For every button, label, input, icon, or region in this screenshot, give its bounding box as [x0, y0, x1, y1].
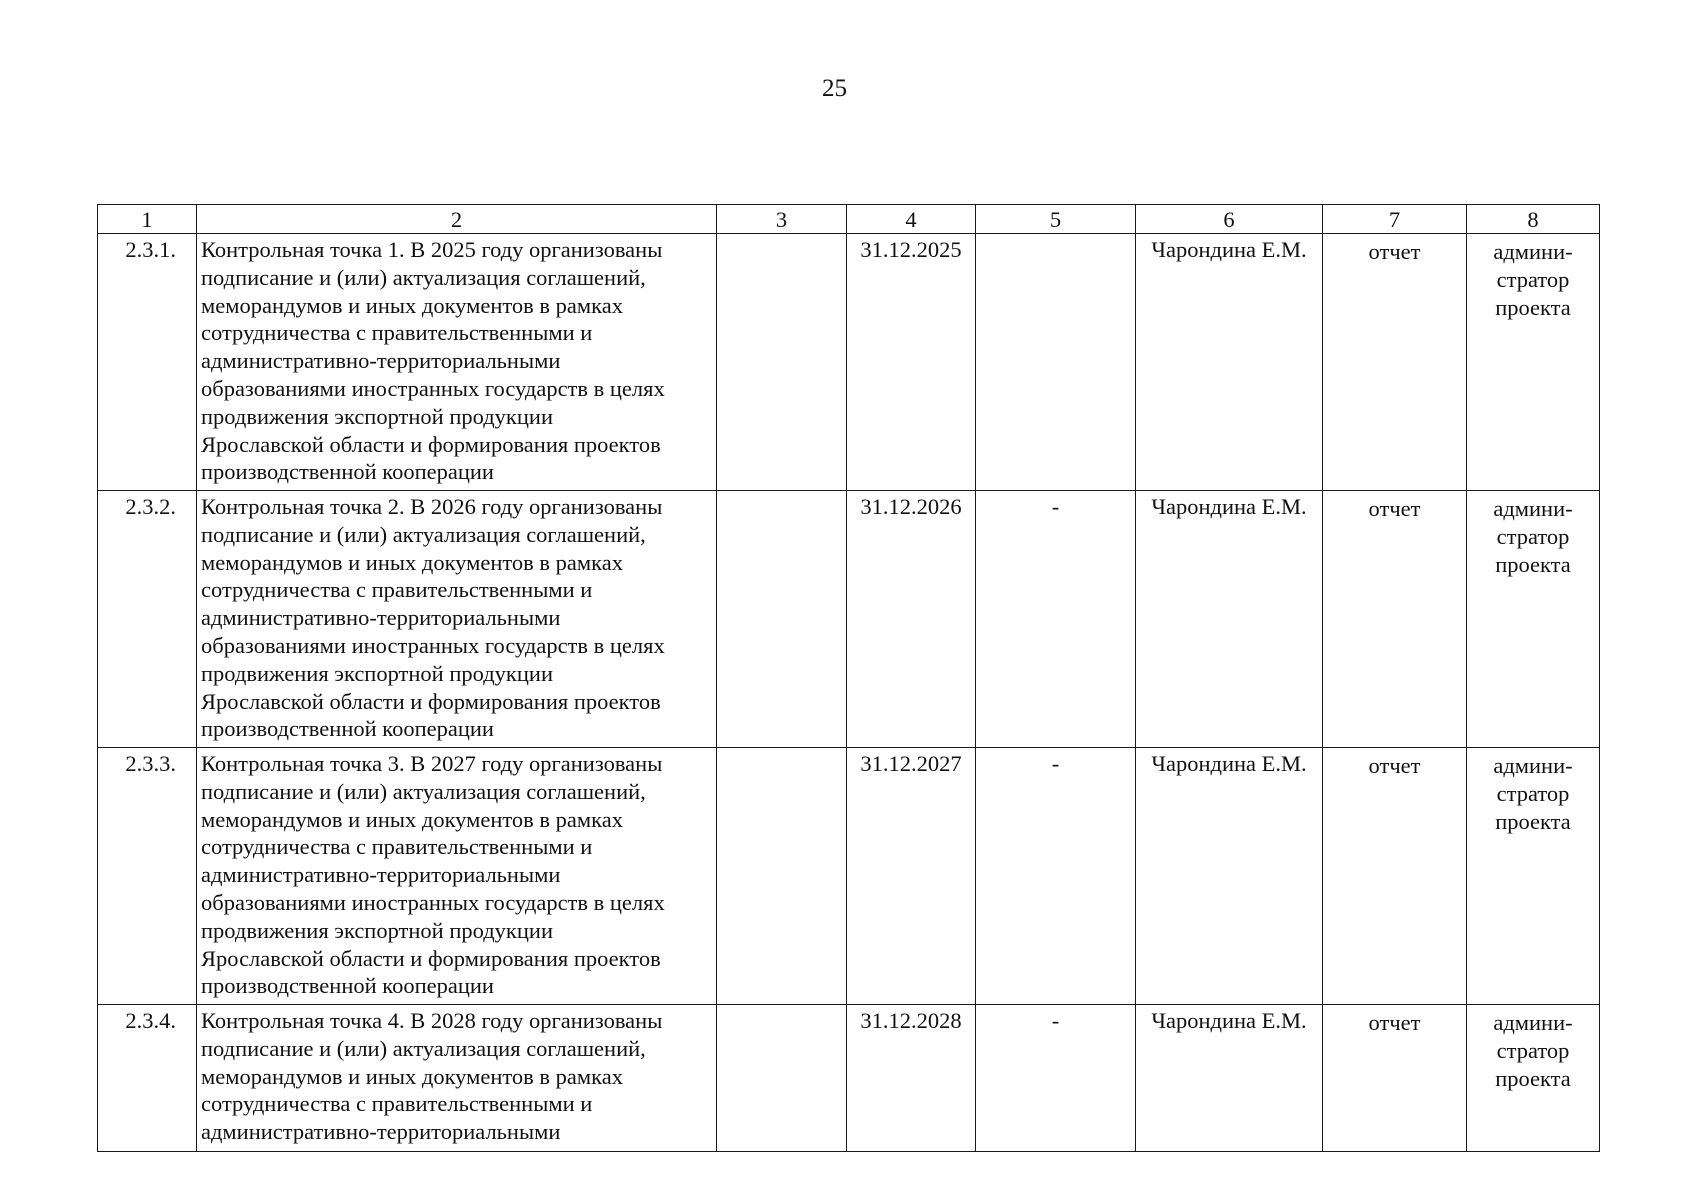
- result-document: отчет: [1323, 1005, 1467, 1152]
- responsible-person: Чарондина Е.М.: [1136, 748, 1323, 1005]
- role-line: админи-: [1493, 753, 1573, 778]
- column-5-cell: -: [976, 1005, 1136, 1152]
- responsible-role: [1467, 1005, 1600, 1152]
- role-line: админи-: [1493, 1010, 1573, 1035]
- description-line: образованиями иностранных государств в целях: [201, 375, 665, 401]
- result-document: отчет: [1323, 234, 1467, 491]
- role-line: админи-: [1493, 239, 1573, 264]
- description-line: меморандумов и иных документов в рамках: [201, 1063, 623, 1089]
- column-header-3: 3: [717, 205, 847, 234]
- control-point-description: [197, 491, 717, 748]
- description-line: меморандумов и иных документов в рамках: [201, 806, 623, 832]
- description-line: меморандумов и иных документов в рамках: [201, 292, 623, 318]
- description-line: продвижения экспортной продукции: [201, 917, 553, 943]
- control-point-description: [197, 748, 717, 1005]
- responsible-role: [1467, 491, 1600, 748]
- table-header: [98, 205, 1600, 234]
- column-3-cell: [717, 1005, 847, 1152]
- description-line: сотрудничества с правительственными и: [201, 1091, 593, 1117]
- role-line: проекта: [1495, 551, 1571, 577]
- column-header-8: 8: [1467, 205, 1600, 234]
- description-line: образованиями иностранных государств в целях: [201, 889, 665, 915]
- deadline-date: 31.12.2028: [847, 1005, 976, 1152]
- column-3-cell: [717, 748, 847, 1005]
- responsible-person: Чарондина Е.М.: [1136, 234, 1323, 491]
- column-number-row: [98, 205, 1600, 234]
- description-line: Ярославской области и формирования проектов: [201, 688, 661, 714]
- deadline-date: 31.12.2026: [847, 491, 976, 748]
- table-row: [98, 748, 1600, 1005]
- description-line: сотрудничества с правительственными и: [201, 577, 593, 603]
- responsible-person: Чарондина Е.М.: [1136, 491, 1323, 748]
- row-number: 2.3.1.: [98, 234, 197, 491]
- description-line: производственной кооперации: [201, 973, 494, 999]
- description-line: меморандумов и иных документов в рамках: [201, 549, 623, 575]
- column-3-cell: [717, 234, 847, 491]
- description-line: Контрольная точка 2. В 2026 году организованы: [201, 494, 663, 519]
- column-5-cell: -: [976, 491, 1136, 748]
- description-line: административно-территориальными: [201, 862, 561, 888]
- description-line: подписание и (или) актуализация соглашений,: [201, 778, 646, 804]
- row-number: 2.3.3.: [98, 748, 197, 1005]
- description-line: производственной кооперации: [201, 716, 494, 742]
- description-line: административно-территориальными: [201, 348, 561, 374]
- description-line: Контрольная точка 4. В 2028 году организованы: [201, 1008, 663, 1033]
- description-line: подписание и (или) актуализация соглашений,: [201, 1035, 646, 1061]
- description-line: производственной кооперации: [201, 459, 494, 485]
- column-header-4: 4: [847, 205, 976, 234]
- control-points-table: [97, 204, 1600, 1152]
- page-number: [0, 74, 1697, 104]
- description-line: продвижения экспортной продукции: [201, 403, 553, 429]
- responsible-person: Чарондина Е.М.: [1136, 1005, 1323, 1152]
- description-line: Контрольная точка 3. В 2027 году организованы: [201, 751, 663, 776]
- column-3-cell: [717, 491, 847, 748]
- role-line: стратор: [1496, 780, 1570, 806]
- role-line: проекта: [1495, 294, 1571, 320]
- deadline-date: 31.12.2025: [847, 234, 976, 491]
- table-row: [98, 234, 1600, 491]
- control-point-description: [197, 234, 717, 491]
- control-point-description: [197, 1005, 717, 1152]
- role-line: админи-: [1493, 496, 1573, 521]
- description-line: Контрольная точка 1. В 2025 году организованы: [201, 237, 663, 262]
- description-line: административно-территориальными: [201, 605, 561, 631]
- column-5-cell: [976, 234, 1136, 491]
- description-line: сотрудничества с правительственными и: [201, 320, 593, 346]
- description-line: образованиями иностранных государств в целях: [201, 632, 665, 658]
- role-line: стратор: [1496, 1037, 1570, 1063]
- role-line: стратор: [1496, 266, 1570, 292]
- description-line: подписание и (или) актуализация соглашений,: [201, 521, 646, 547]
- description-line: продвижения экспортной продукции: [201, 660, 553, 686]
- responsible-role: [1467, 748, 1600, 1005]
- role-line: проекта: [1495, 808, 1571, 834]
- column-header-7: 7: [1323, 205, 1467, 234]
- row-number: 2.3.4.: [98, 1005, 197, 1152]
- role-line: проекта: [1495, 1065, 1571, 1091]
- column-5-cell: -: [976, 748, 1136, 1005]
- column-header-1: 1: [98, 205, 197, 234]
- description-line: Ярославской области и формирования проектов: [201, 431, 661, 457]
- result-document: отчет: [1323, 491, 1467, 748]
- column-header-2: 2: [197, 205, 717, 234]
- role-line: стратор: [1496, 523, 1570, 549]
- page-number-text: 25: [822, 75, 847, 102]
- description-line: Ярославской области и формирования проектов: [201, 945, 661, 971]
- table-row: [98, 1005, 1600, 1152]
- column-header-6: 6: [1136, 205, 1323, 234]
- description-line: подписание и (или) актуализация соглашений,: [201, 264, 646, 290]
- result-document: отчет: [1323, 748, 1467, 1005]
- row-number: 2.3.2.: [98, 491, 197, 748]
- table-body: [98, 234, 1600, 1152]
- table-row: [98, 491, 1600, 748]
- description-line: административно-территориальными: [201, 1119, 561, 1145]
- deadline-date: 31.12.2027: [847, 748, 976, 1005]
- description-line: сотрудничества с правительственными и: [201, 834, 593, 860]
- responsible-role: [1467, 234, 1600, 491]
- column-header-5: 5: [976, 205, 1136, 234]
